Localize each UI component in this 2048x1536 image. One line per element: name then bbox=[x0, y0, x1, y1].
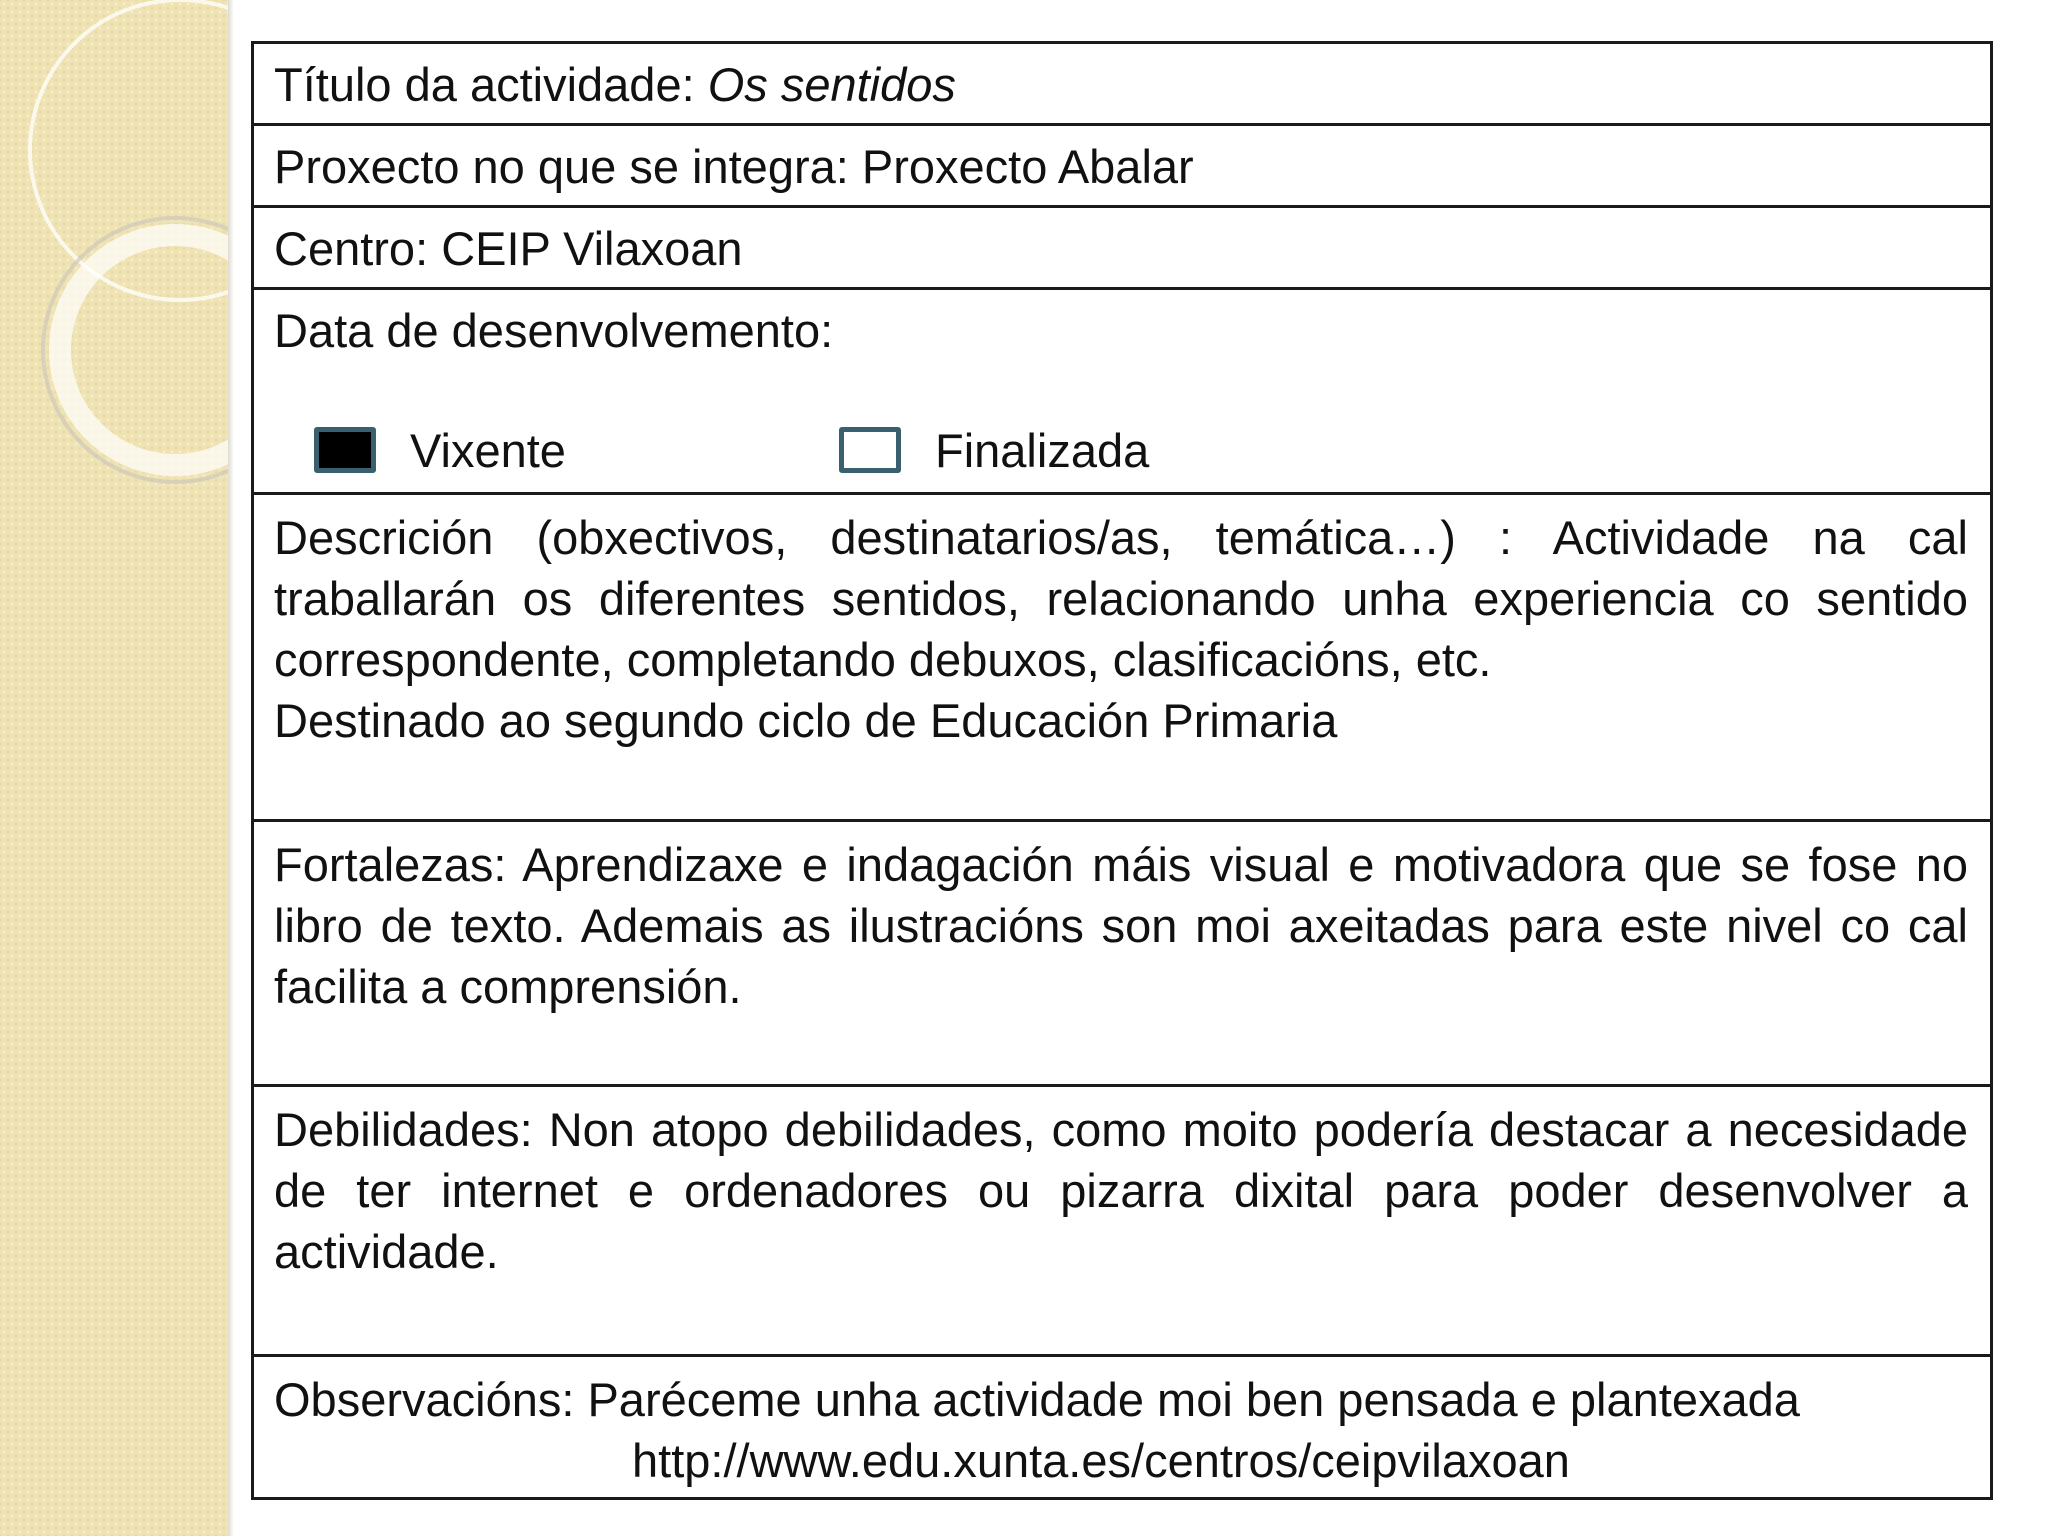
center-label: Centro: bbox=[274, 222, 429, 275]
observations-text: Observacións: Paréceme unha actividade moi ben pensada e plantexada bbox=[274, 1373, 1800, 1426]
vixente-checkbox[interactable] bbox=[314, 427, 376, 473]
observations-url[interactable]: http://www.edu.xunta.es/centros/ceipvilaxoan bbox=[632, 1434, 1570, 1487]
weaknesses-row bbox=[254, 1087, 1990, 1357]
title-value: Os sentidos bbox=[707, 58, 956, 111]
project-value: Proxecto Abalar bbox=[861, 140, 1194, 193]
strengths-row bbox=[254, 822, 1990, 1087]
status-option-finalizada[interactable] bbox=[839, 420, 1149, 480]
weaknesses-text: Debilidades: Non atopo debilidades, como moito podería destacar a necesidade de ter internet e ordenadores ou pizarra dixital para poder desenvolver a actividade. bbox=[274, 1103, 1968, 1278]
description-row bbox=[254, 495, 1990, 822]
center-value: CEIP Vilaxoan bbox=[441, 222, 743, 275]
finalizada-checkbox[interactable] bbox=[839, 427, 901, 473]
description-text: Descrición (obxectivos, destinatarios/as, temática…) : Actividade na cal traballarán os diferentes sentidos, relacionando unha experiencia co sentido correspondente, completando debuxos, clasificacións, etc. bbox=[274, 511, 1968, 686]
decorative-rings bbox=[0, 0, 228, 1536]
description-audience: Destinado ao segundo ciclo de Educación Primaria bbox=[274, 694, 1338, 747]
decorative-side-panel bbox=[0, 0, 228, 1536]
finalizada-label: Finalizada bbox=[935, 423, 1150, 477]
project-label: Proxecto no que se integra: bbox=[274, 140, 849, 193]
status-options bbox=[314, 420, 1714, 480]
vixente-label: Vixente bbox=[410, 423, 566, 477]
title-label: Título da actividade: bbox=[274, 58, 695, 111]
status-option-vixente[interactable] bbox=[314, 420, 566, 480]
development-date-label: Data de desenvolvemento: bbox=[274, 304, 834, 357]
center-row bbox=[254, 208, 1990, 290]
project-row bbox=[254, 126, 1990, 208]
side-panel-shadow bbox=[228, 0, 234, 1536]
strengths-text: Fortalezas: Aprendizaxe e indagación máis visual e motivadora que se fose no libro de texto. Ademais as ilustracións son moi axeitadas para este nivel co cal facilita a comprensión. bbox=[274, 838, 1968, 1013]
observations-row bbox=[254, 1357, 1990, 1497]
development-date-row bbox=[254, 290, 1990, 495]
activity-form-table bbox=[251, 41, 1993, 1500]
title-row bbox=[254, 44, 1990, 126]
